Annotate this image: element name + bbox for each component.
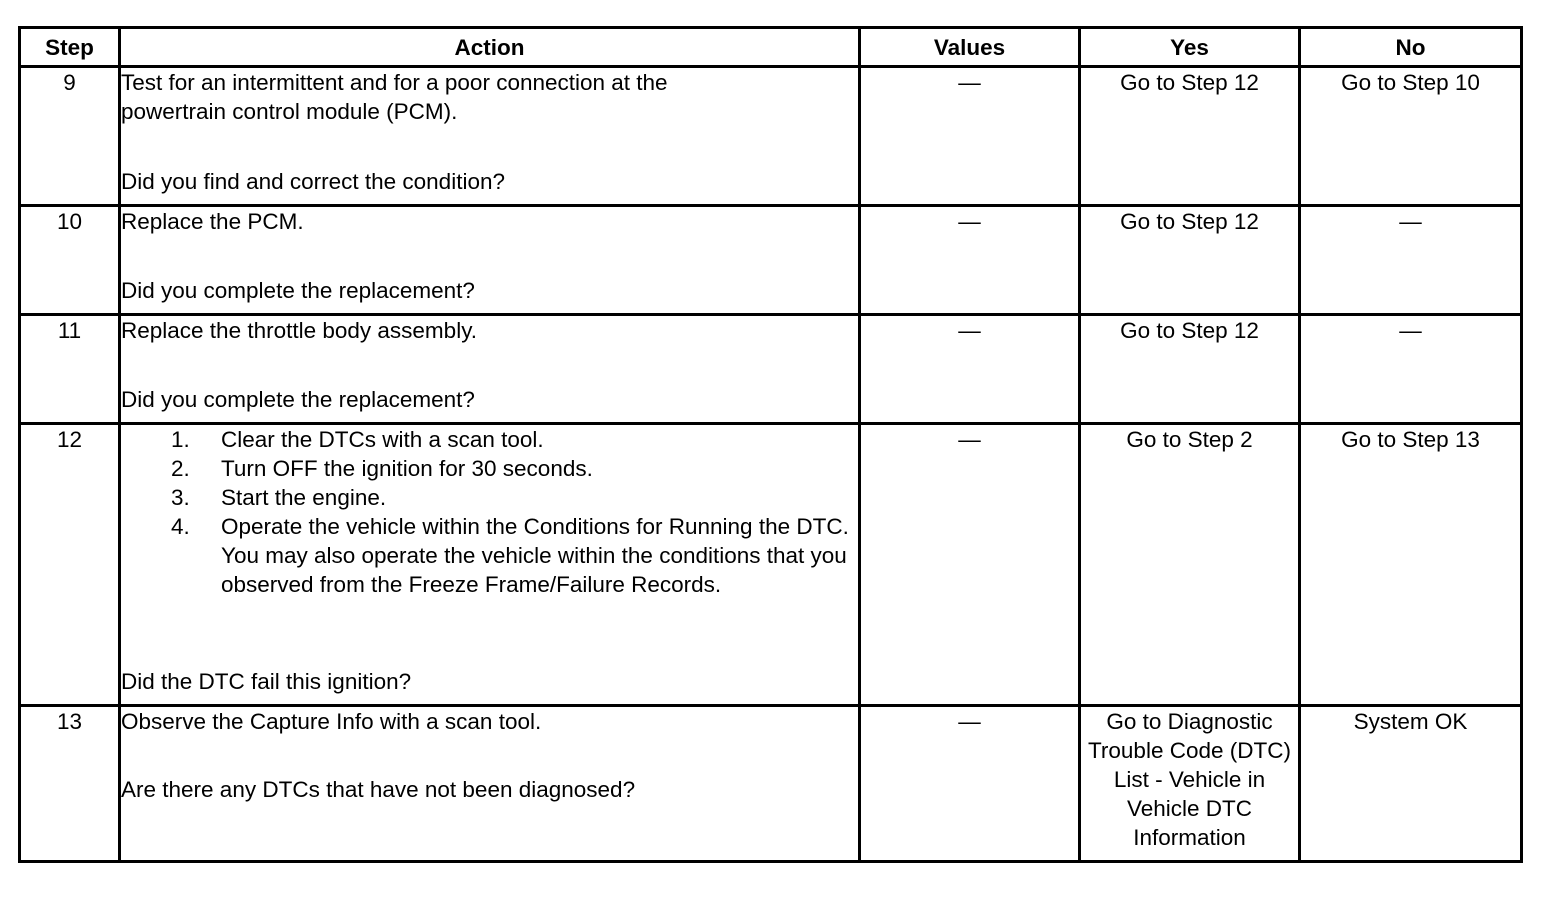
action-steps-list bbox=[121, 425, 858, 599]
header-action: Action bbox=[120, 28, 860, 67]
yes-cell: Go to Step 12 bbox=[1080, 315, 1300, 424]
action-cell bbox=[120, 67, 860, 206]
no-cell: Go to Step 13 bbox=[1300, 424, 1522, 706]
action-cell bbox=[120, 315, 860, 424]
action-question: Did you find and correct the condition? bbox=[121, 169, 505, 194]
no-cell: — bbox=[1300, 206, 1522, 315]
values-cell: — bbox=[860, 424, 1080, 706]
step-number: 10 bbox=[20, 206, 120, 315]
list-item-text: Start the engine. bbox=[221, 485, 387, 510]
step-number: 11 bbox=[20, 315, 120, 424]
step-number: 12 bbox=[20, 424, 120, 706]
table-row-step-11 bbox=[20, 315, 1522, 424]
no-cell: Go to Step 10 bbox=[1300, 67, 1522, 206]
action-text: Replace the throttle body assembly. bbox=[121, 318, 478, 343]
step-number: 9 bbox=[20, 67, 120, 206]
action-cell bbox=[120, 706, 860, 862]
list-item-number: 3. bbox=[171, 485, 190, 510]
list-item-number: 4. bbox=[171, 514, 190, 539]
list-item bbox=[121, 512, 858, 599]
list-item-number: 2. bbox=[171, 456, 190, 481]
action-question: Are there any DTCs that have not been diagnosed? bbox=[121, 777, 636, 802]
diagnostic-table bbox=[18, 26, 1523, 863]
list-item bbox=[121, 483, 858, 512]
no-cell: System OK bbox=[1300, 706, 1522, 862]
table-row-step-13 bbox=[20, 706, 1522, 862]
table-row-step-12 bbox=[20, 424, 1522, 706]
values-cell: — bbox=[860, 67, 1080, 206]
action-text: Test for an intermittent and for a poor connection at the powertrain control module (PCM). bbox=[121, 70, 668, 124]
list-item-number: 1. bbox=[171, 427, 190, 452]
yes-cell: Go to Step 12 bbox=[1080, 206, 1300, 315]
list-item-text: Operate the vehicle within the Conditions for Running the DTC. You may also operate the vehicle within the conditions that you observed from the Freeze Frame/Failure Records. bbox=[221, 514, 849, 597]
header-yes: Yes bbox=[1080, 28, 1300, 67]
header-step: Step bbox=[20, 28, 120, 67]
values-cell: — bbox=[860, 315, 1080, 424]
values-cell: — bbox=[860, 706, 1080, 862]
header-values: Values bbox=[860, 28, 1080, 67]
no-cell: — bbox=[1300, 315, 1522, 424]
list-item bbox=[121, 454, 858, 483]
yes-cell: Go to Step 12 bbox=[1080, 67, 1300, 206]
list-item-text: Turn OFF the ignition for 30 seconds. bbox=[221, 456, 593, 481]
header-row bbox=[20, 28, 1522, 67]
table-row-step-10 bbox=[20, 206, 1522, 315]
action-text: Replace the PCM. bbox=[121, 209, 304, 234]
action-question: Did the DTC fail this ignition? bbox=[121, 669, 412, 694]
yes-cell: Go to Step 2 bbox=[1080, 424, 1300, 706]
action-cell bbox=[120, 424, 860, 706]
action-question: Did you complete the replacement? bbox=[121, 278, 475, 303]
action-question: Did you complete the replacement? bbox=[121, 387, 475, 412]
action-cell bbox=[120, 206, 860, 315]
list-item-text: Clear the DTCs with a scan tool. bbox=[221, 427, 544, 452]
list-item bbox=[121, 425, 858, 454]
table-row-step-9 bbox=[20, 67, 1522, 206]
action-text: Observe the Capture Info with a scan tool. bbox=[121, 709, 542, 734]
step-number: 13 bbox=[20, 706, 120, 862]
header-no: No bbox=[1300, 28, 1522, 67]
values-cell: — bbox=[860, 206, 1080, 315]
yes-cell: Go to Diagnostic Trouble Code (DTC) List - Vehicle in Vehicle DTC Information bbox=[1080, 706, 1300, 862]
